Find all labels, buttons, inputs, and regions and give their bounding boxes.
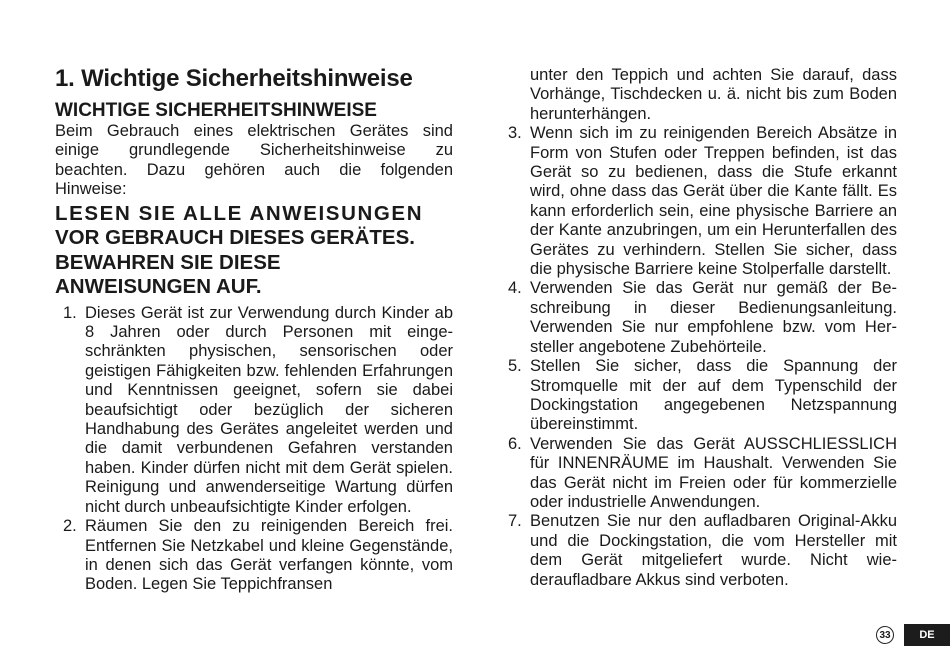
list-item-continuation: unter den Teppich und achten Sie darauf, dass Vorhänge, Tischdecken u. ä. nicht bis zum Boden herunterhängen. bbox=[530, 66, 897, 123]
list-item bbox=[505, 124, 897, 279]
warning-line: ANWEISUNGEN AUF. bbox=[55, 275, 262, 299]
language-tab: DE bbox=[904, 624, 950, 646]
list-item-text: Wenn sich im zu reinigenden Bereich Absätze in Form von Stufen oder Treppen befinden, ist das Gerät so zu bedienen, dass die Stufe erkannt wird, ohne dass das Gerät über die Kante fällt. Es kann erforderlich sein, eine physische Barriere an der Kante anzubringen, um ein Herunterfallen des Gerätes zu verhindern. Stellen Sie sicher, dass die physische Barriere keine Stolperfalle darstellt. bbox=[530, 124, 897, 279]
left-column bbox=[55, 64, 453, 595]
safety-list-right bbox=[505, 124, 897, 590]
intro-paragraph: Beim Gebrauch eines elektrischen Gerätes sind einige grundlegende Sicherheitshinweise zu beachten. Dazu gehören auch die folgenden Hinweise: bbox=[55, 122, 453, 199]
list-item-text: Räumen Sie den zu reinigenden Bereich frei. Entfernen Sie Netzkabel und kleine Gegenstände, in denen sich das Gerät verfangen könnte, vom Boden. Legen Sie Teppichfransen bbox=[85, 517, 453, 594]
list-item-number: 3. bbox=[508, 124, 522, 143]
list-item-number: 5. bbox=[508, 357, 522, 376]
safety-subtitle: WICHTIGE SICHERHEITSHINWEISE bbox=[55, 100, 377, 121]
safety-list-left bbox=[55, 304, 453, 595]
section-title: 1. Wichtige Sicherheitshinweise bbox=[55, 65, 413, 92]
list-item-text: Stellen Sie sicher, dass die Spannung der Stromquelle mit der auf dem Typenschild der Dockingstation angegebenen Netzspannung übereinstimmt. bbox=[530, 357, 897, 434]
list-item-number: 1. bbox=[63, 303, 77, 322]
list-item bbox=[505, 357, 897, 435]
page-number: 33 bbox=[876, 626, 894, 644]
list-item-text: Verwenden Sie das Gerät AUSSCHLIESSLICH für INNENRÄUME im Haushalt. Verwenden Sie das Gerät nicht im Freien oder für kommerzielle oder industrielle Anwendungen. bbox=[530, 434, 897, 511]
list-item-number: 2. bbox=[63, 517, 77, 536]
list-item-text: Verwenden Sie das Gerät nur gemäß der Beschreibung in dieser Bedienungsanleitung. Verwenden Sie nur empfohlene bzw. vom Hersteller angebotene Zubehörteile. bbox=[530, 279, 897, 356]
list-item bbox=[505, 435, 897, 513]
warning-line: LESEN SIE ALLE ANWEISUNGEN bbox=[55, 201, 424, 225]
warning-line: VOR GEBRAUCH DIESES GERÄTES. bbox=[55, 226, 415, 250]
right-column bbox=[505, 66, 897, 590]
warning-line: BEWAHREN SIE DIESE bbox=[55, 250, 281, 274]
page-footer bbox=[876, 624, 950, 646]
list-item-number: 4. bbox=[508, 279, 522, 298]
list-item-text: Dieses Gerät ist zur Verwendung durch Kinder ab 8 Jahren oder durch Personen mit eingeschränkten physischen, sensorischen oder geistigen Fähigkeiten bzw. fehlenden Erfahrungen und Kenntnissen geeignet, sofern sie dabei beaufsichtigt oder bezüglich der sicheren Handhabung des Gerätes angeleitet werden und die damit verbundenen Gefahren verstanden haben. Kinder dürfen nicht mit dem Gerät spielen. Reinigung und anwenderseitige Wartung dürfen nicht durch unbeaufsichtigte Kinder erfolgen. bbox=[85, 303, 453, 516]
warning-block bbox=[55, 202, 453, 300]
list-item bbox=[505, 279, 897, 357]
list-item-number: 6. bbox=[508, 434, 522, 453]
list-item-text: Benutzen Sie nur den aufladbaren Original-Akku und die Dockingstation, die vom Hersteller mit dem Gerät mitgeliefert wurde. Nicht wiederaufladbare Akkus sind verboten. bbox=[530, 512, 897, 589]
list-item-number: 7. bbox=[508, 512, 522, 531]
list-item bbox=[55, 517, 453, 595]
list-item bbox=[505, 512, 897, 590]
list-item bbox=[55, 304, 453, 517]
